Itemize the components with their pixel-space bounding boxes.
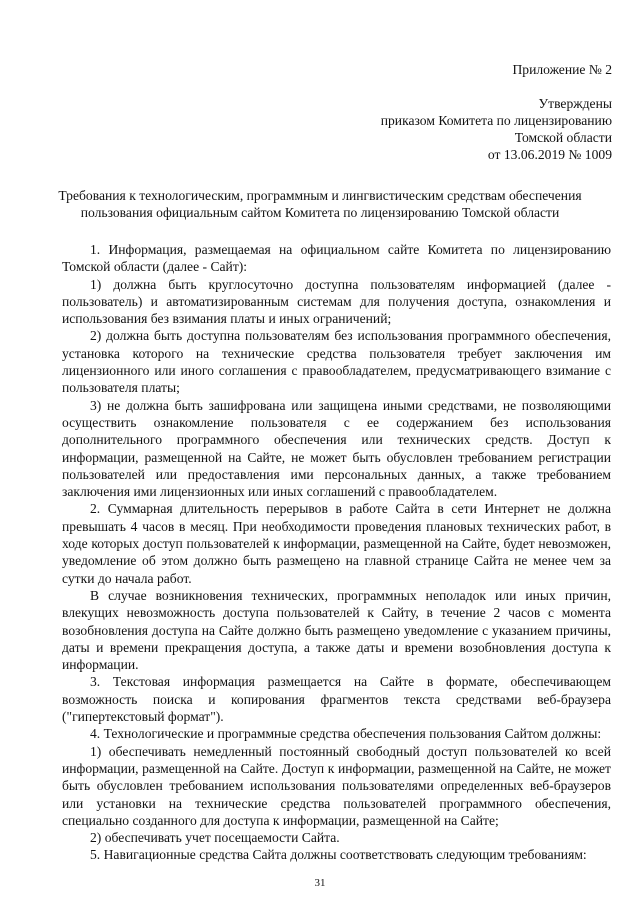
approval-line: от 13.06.2019 № 1009 <box>487 147 612 162</box>
approval-line: Утверждены <box>538 96 612 111</box>
document-body <box>62 241 611 864</box>
paragraph: 1) обеспечивать немедленный постоянный свободный доступ пользователей ко всей информации, размещенной на Сайте. Доступ к информации, размещенной на Сайте, не может быть обусловлен требованием использования пользователями определенных веб-браузеров или установки на технические средства пользователей программного обеспечения, специально созданного для доступа к информации, размещенной на Сайте; <box>62 743 611 828</box>
approval-line: Томской области <box>514 130 612 145</box>
annex-label: Приложение № 2 <box>512 62 612 77</box>
paragraph: 1. Информация, размещаемая на официальном сайте Комитета по лицензированию Томской области (далее - Сайт): <box>62 242 611 275</box>
paragraph: 4. Технологические и программные средства обеспечения пользования Сайтом должны: <box>90 726 602 742</box>
approval-line: приказом Комитета по лицензированию <box>380 113 612 128</box>
paragraph: 2. Суммарная длительность перерывов в работе Сайта в сети Интернет не должна превышать 4 часов в месяц. При необходимости проведения плановых технических работ, в ходе которых доступ пользователей к информации, размещенной на Сайте, будет невозможен, уведомление об этом должно быть размещено на главной странице Сайта не менее чем за сутки до начала работ. <box>62 501 611 586</box>
paragraph: В случае возникновения технических, программных неполадок или иных причин, влекущих невозможность доступа пользователей к Сайту, в течение 2 часов с момента возобновления доступа на Сайте должно быть размещено уведомление с указанием причины, даты и времени прекращения доступа, а также даты и времени возобновления доступа к информации. <box>62 587 611 673</box>
approval-block <box>381 95 612 163</box>
paragraph: 3. Текстовая информация размещается на Сайте в формате, обеспечивающем возможность поиска и копирования фрагментов текста средствами веб-браузера ("гипертекстовый формат"). <box>62 674 611 725</box>
document-title: Требования к технологическим, программным и лингвистическим средствам обеспечения пользования официальным сайтом Комитета по лицензированию Томской области <box>58 188 582 220</box>
paragraph: 2) обеспечивать учет посещаемости Сайта. <box>90 830 340 846</box>
paragraph: 3) не должна быть зашифрована или защищена иными средствами, не позволяющими осуществить ознакомление пользователя с ее содержанием без использования дополнительного программного обеспечения или технических средств. Доступ к информации, размещенной на Сайте, не может быть обусловлен требованием регистрации пользователей или предоставления ими персональных данных, а также требованием заключения ими лицензионных или иных соглашений с правообладателем. <box>62 397 611 500</box>
paragraph: 2) должна быть доступна пользователям без использования программного обеспечения, установка которого на технические средства пользователя требует заключения им лицензионного или иного соглашения с правообладателем, предусматривающего взимание с пользователя платы; <box>62 328 611 396</box>
paragraph: 1) должна быть круглосуточно доступна пользователям информацией (далее - пользователь) и автоматизированным системам для получения доступа, ознакомления и использования без взимания платы и иных ограничений; <box>62 276 611 327</box>
page-number: 31 <box>314 877 326 889</box>
paragraph: 5. Навигационные средства Сайта должны соответствовать следующим требованиям: <box>90 847 587 863</box>
